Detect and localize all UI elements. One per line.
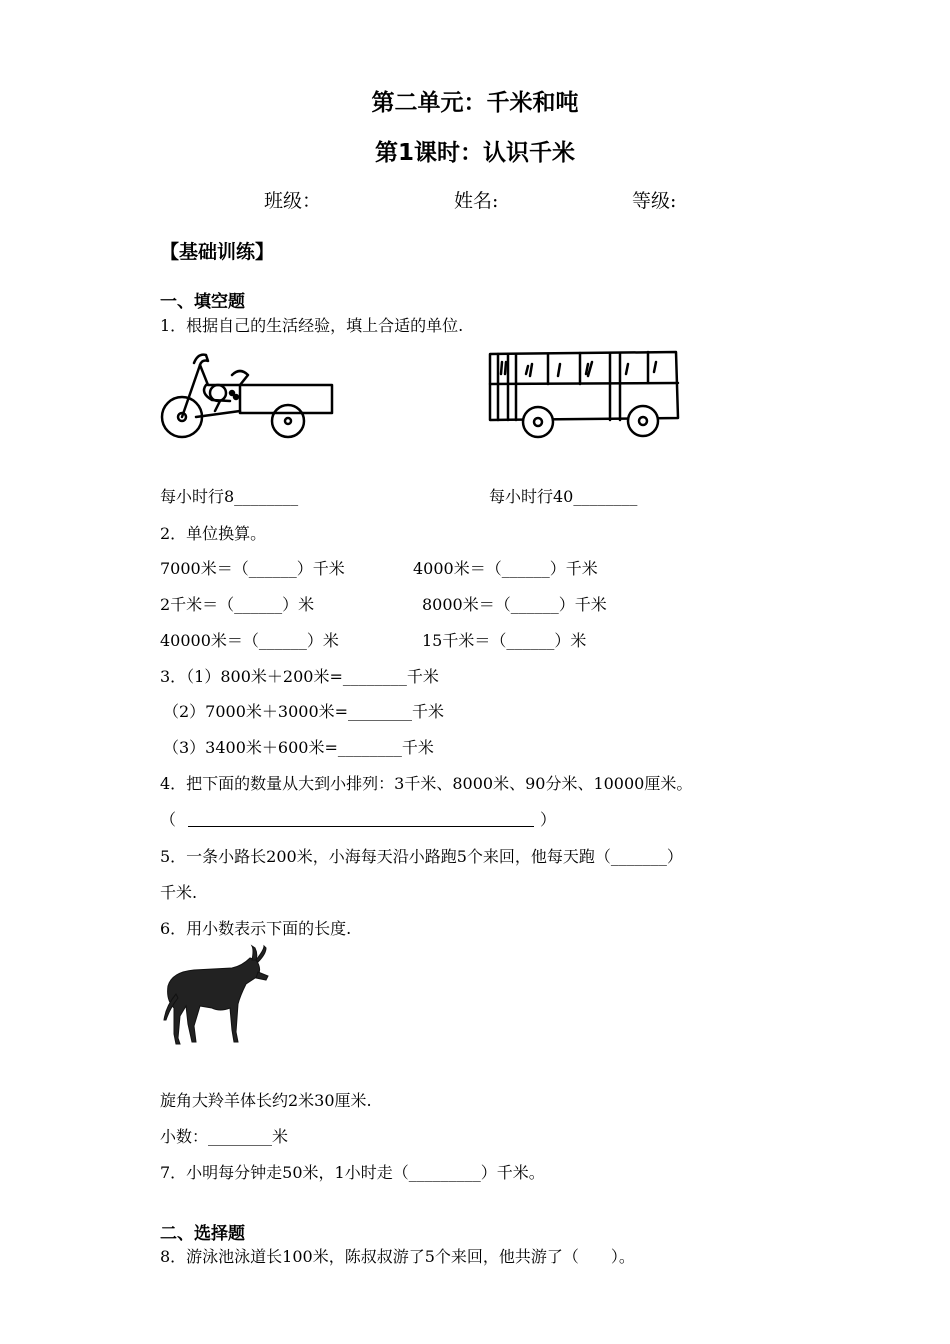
q6-answer: 小数：________米 bbox=[160, 1127, 289, 1146]
q8-text: 8．游泳池泳道长100米，陈叔叔游了5个来回，他共游了（ ）。 bbox=[160, 1247, 635, 1266]
section-basic-heading: 【基础训练】 bbox=[160, 241, 275, 263]
q6-caption: 旋角大羚羊体长约2米30厘米. bbox=[160, 1091, 372, 1110]
q4-open-paren: （ bbox=[160, 810, 177, 829]
q3-line2: （2）7000米＋3000米=________千米 bbox=[163, 702, 445, 721]
q2-row3-right: 15千米＝（______）米 bbox=[422, 631, 587, 650]
q2-row3-left: 40000米＝（______）米 bbox=[160, 631, 339, 650]
part2-heading: 二、选择题 bbox=[160, 1224, 245, 1244]
q2-row1-right: 4000米＝（______）千米 bbox=[413, 559, 598, 578]
q2-row2-right: 8000米＝（______）千米 bbox=[422, 595, 607, 614]
q7-text: 7．小明每分钟走50米，1小时走（_________）千米。 bbox=[160, 1163, 545, 1182]
q1-tricycle-caption: 每小时行8________ bbox=[160, 487, 299, 506]
class-label: 班级： bbox=[264, 190, 322, 212]
page-title: 第二单元：千米和吨 bbox=[371, 90, 579, 116]
q4-answer-line bbox=[188, 826, 534, 827]
name-label: 姓名: bbox=[454, 190, 499, 212]
page-subtitle: 第1课时：认识千米 bbox=[374, 140, 575, 166]
q3-line3: （3）3400米＋600米=________千米 bbox=[163, 738, 434, 757]
q5-line2: 千米. bbox=[160, 883, 198, 902]
q1-bus-caption: 每小时行40________ bbox=[489, 487, 638, 506]
grade-label: 等级: bbox=[632, 190, 677, 212]
q4-text: 4．把下面的数量从大到小排列：3千米、8000米、90分米、10000厘米。 bbox=[160, 774, 693, 793]
tricycle-image bbox=[160, 345, 335, 440]
q5-line1: 5．一条小路长200米，小海每天沿小路跑5个来回，他每天跑（_______） bbox=[160, 847, 683, 866]
bus-image bbox=[488, 348, 680, 438]
part1-heading: 一、填空题 bbox=[160, 292, 245, 312]
q3-line1: 3．（1）800米＋200米=________千米 bbox=[160, 667, 439, 686]
antelope-image bbox=[160, 946, 275, 1051]
q2-row2-left: 2千米＝（______）米 bbox=[160, 595, 315, 614]
q6-text: 6．用小数表示下面的长度. bbox=[160, 919, 352, 938]
q1-text: 1．根据自己的生活经验，填上合适的单位. bbox=[160, 316, 464, 335]
q2-text: 2．单位换算。 bbox=[160, 524, 267, 543]
q2-row1-left: 7000米＝（______）千米 bbox=[160, 559, 345, 578]
q4-close-paren: ） bbox=[540, 810, 557, 829]
